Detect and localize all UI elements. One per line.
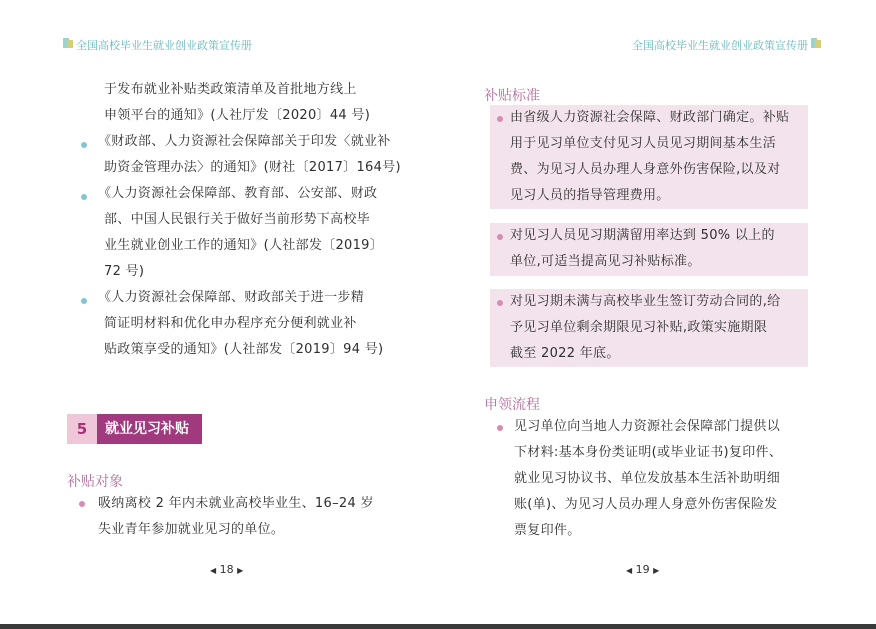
page-number-right: [626, 563, 659, 576]
standard-line: 单位,可适当提高见习补贴标准。: [510, 254, 701, 269]
process-line: 下材料:基本身份类证明(或毕业证书)复印件、: [514, 445, 783, 460]
bullet-icon: [497, 300, 503, 306]
bullet-icon: [81, 298, 87, 304]
standard-line: 用于见习单位支付见习人员见习期间基本生活: [510, 136, 777, 151]
bullet-icon: [497, 425, 503, 431]
triangle-right-icon: ▶: [237, 566, 244, 575]
header-logo-icon: [63, 38, 73, 48]
bullet-icon: [81, 142, 87, 148]
bullet-icon: [79, 501, 85, 507]
header-title-right: 全国高校毕业生就业创业政策宣传册: [632, 39, 808, 52]
section-number: 5: [67, 414, 97, 444]
list-item-line: 助资金管理办法〉的通知》(财社〔2017〕164号): [104, 160, 401, 175]
triangle-right-icon: ▶: [653, 566, 660, 575]
continued-line: 于发布就业补贴类政策清单及首批地方线上: [104, 82, 357, 97]
page-number-value: 18: [219, 563, 234, 576]
section-title: 就业见习补贴: [97, 414, 202, 444]
list-item-line: 业生就业创业工作的通知》(人社部发〔2019〕: [104, 238, 384, 253]
process-line: 票复印件。: [514, 523, 581, 538]
page-number-value: 19: [635, 563, 650, 576]
header-title-left: 全国高校毕业生就业创业政策宣传册: [76, 39, 252, 52]
page-number-left: [210, 563, 243, 576]
standard-line: 予见习单位剩余期限见习补贴,政策实施期限: [510, 320, 768, 335]
continued-line: 申领平台的通知》(人社厅发〔2020〕44 号): [104, 108, 371, 123]
bullet-icon: [81, 194, 87, 200]
bullet-icon: [497, 234, 503, 240]
process-line: 见习单位向当地人力资源社会保障部门提供以: [514, 419, 781, 434]
standard-line: 对见习人员见习期满留用率达到 50% 以上的: [510, 228, 775, 243]
list-item-line: 贴政策享受的通知》(人社部发〔2019〕94 号): [104, 342, 384, 357]
list-item-line: 72 号): [104, 264, 145, 279]
left-page: [0, 0, 438, 624]
bottom-border: [0, 624, 876, 629]
process-line: 就业见习协议书、单位发放基本生活补助明细: [514, 471, 781, 486]
subsidy-standard-heading: 补贴标准: [484, 88, 540, 104]
right-page: [438, 0, 876, 624]
list-item-line: 部、中国人民银行关于做好当前形势下高校毕: [104, 212, 371, 227]
standard-line: 费、为见习人员办理人身意外伤害保险,以及对: [510, 162, 781, 177]
section-header: [67, 414, 202, 444]
standard-line: 由省级人力资源社会保障、财政部门确定。补贴: [510, 110, 790, 125]
list-item-line: 《人力资源社会保障部、教育部、公安部、财政: [98, 186, 378, 201]
application-process-heading: 申领流程: [484, 397, 540, 413]
subsidy-target-heading: 补贴对象: [67, 474, 123, 490]
bullet-icon: [497, 116, 503, 122]
triangle-left-icon: ◀: [626, 566, 633, 575]
list-item-line: 《财政部、人力资源社会保障部关于印发〈就业补: [98, 134, 391, 149]
list-item-line: 《人力资源社会保障部、财政部关于进一步精: [98, 290, 365, 305]
target-line: 失业青年参加就业见习的单位。: [98, 522, 285, 537]
header-logo-icon: [811, 38, 821, 48]
standard-line: 对见习期未满与高校毕业生签订劳动合同的,给: [510, 294, 781, 309]
triangle-left-icon: ◀: [210, 566, 217, 575]
standard-line: 见习人员的指导管理费用。: [510, 188, 670, 203]
standard-line: 截至 2022 年底。: [510, 346, 620, 361]
process-line: 账(单)、为见习人员办理人身意外伤害保险发: [514, 497, 778, 512]
target-line: 吸纳离校 2 年内未就业高校毕业生、16–24 岁: [98, 496, 374, 511]
list-item-line: 简证明材料和优化申办程序充分便利就业补: [104, 316, 357, 331]
